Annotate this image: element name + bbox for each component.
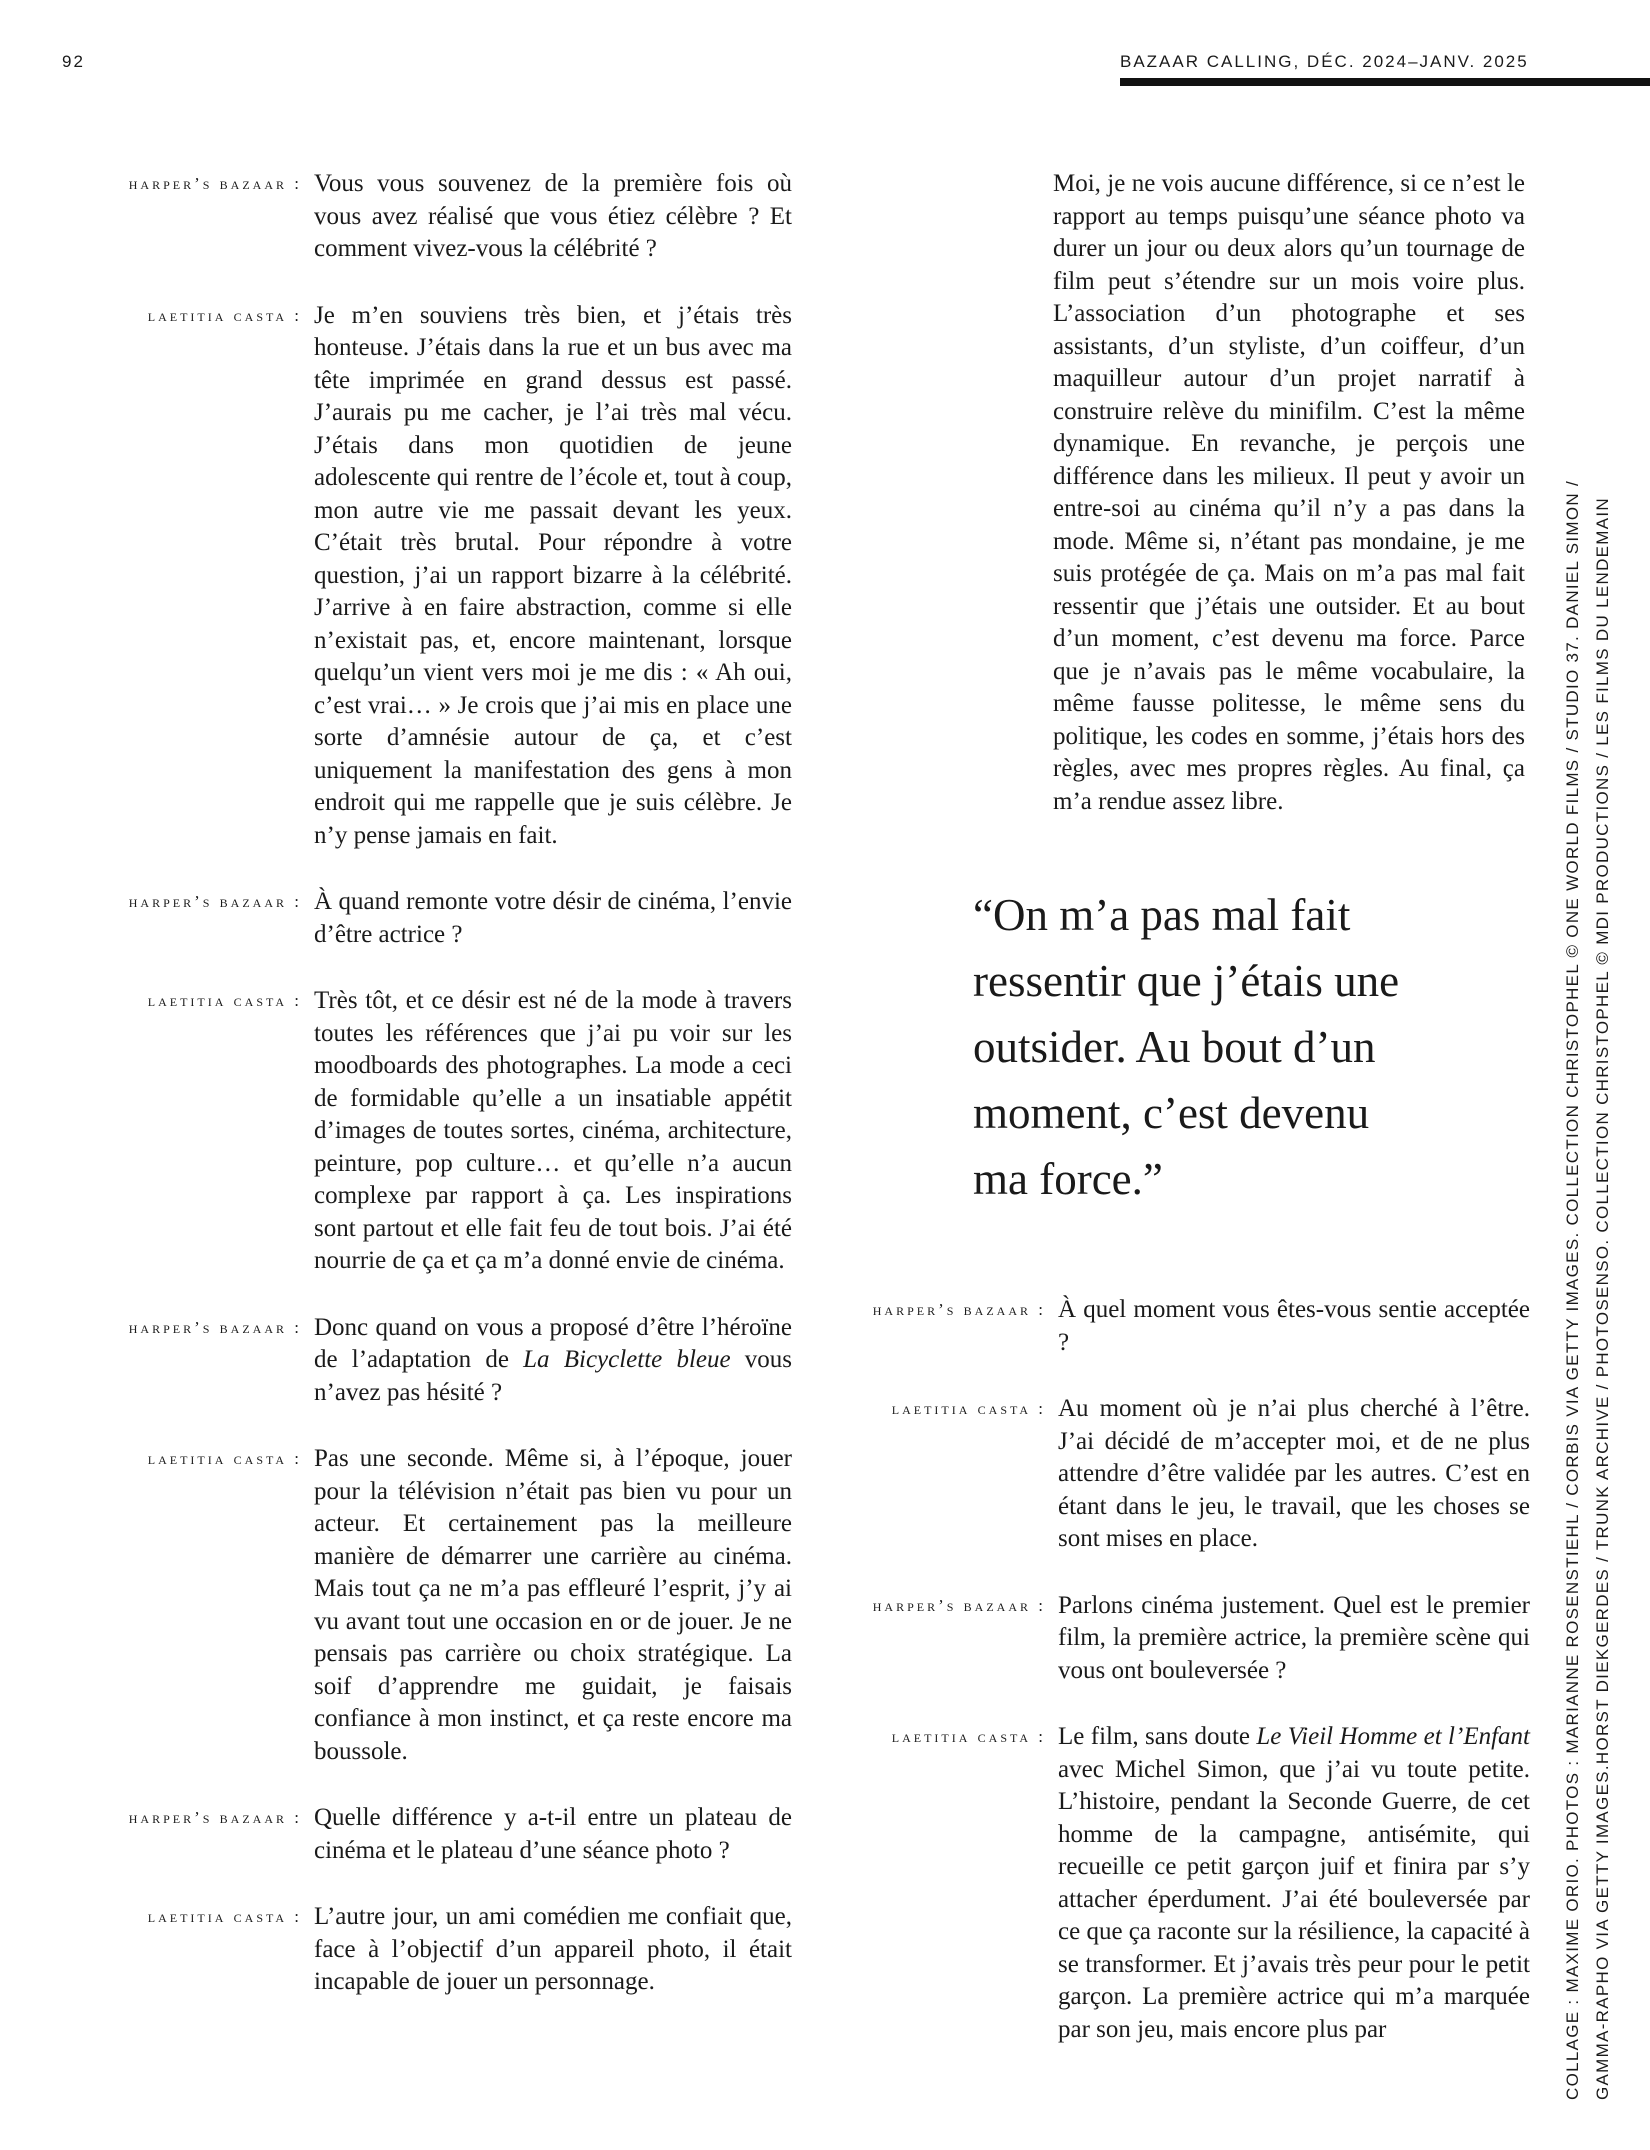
right-column xyxy=(790,168,1530,2080)
speaker-label: harper’s bazaar : xyxy=(128,1317,302,1337)
qa-block xyxy=(0,1312,792,1410)
qa-block xyxy=(0,886,792,951)
speaker-label: laetitia casta : xyxy=(891,1727,1046,1746)
speaker-label: laetitia casta : xyxy=(147,305,302,325)
qa-block xyxy=(790,1721,1530,2046)
speaker-label: laetitia casta : xyxy=(147,1449,302,1468)
qa-block xyxy=(790,1294,1530,1359)
qa-block xyxy=(0,985,792,1278)
qa-block xyxy=(790,1393,1530,1556)
text-run: Le film, sans doute xyxy=(1058,1723,1257,1750)
qa-block xyxy=(790,1590,1530,1688)
answer-text: Je m’en souviens très bien, et j’étais très honteuse. J’étais dans la rue et un bus avec ma tête imprimée en grand dessus est passé. J’aurais pu me cacher, je l’ai très mal vécu. J’étais dans mon quotidien de jeune adolescente qui rentre de l’école et, tout à coup, mon autre vie me passait devant les yeux. C’était très brutal. Pour répondre à votre question, j’ai un rapport bizarre à la célébrité. J’arrive à en faire abstraction, comme si elle n’existait pas, et, encore maintenant, lorsque quelqu’un vient vers moi je me dis : « Ah oui, c’est vrai… » Je crois que j’ai mis en place une sorte d’amnésie autour de ça, et c’est uniquement la manifestation des gens à mon endroit qui me rappelle que je suis célèbre. Je n’y pense jamais en fait. xyxy=(314,301,792,849)
header-rule xyxy=(1120,78,1650,86)
question-text: Quelle différence y a-t-il entre un plateau de cinéma et le plateau d’une séance photo ? xyxy=(314,1804,792,1864)
speaker-label: laetitia casta : xyxy=(891,1399,1046,1418)
title-italic: Le Vieil Homme et l’Enfant xyxy=(1256,1723,1530,1750)
photo-credits xyxy=(1558,420,1648,2100)
question-text: Vous vous souvenez de la première fois où vous avez réalisé que vous étiez célèbre ? Et comment vivez-vous la célébrité ? xyxy=(314,170,792,262)
speaker-label: harper’s bazaar : xyxy=(872,1595,1046,1615)
continued-answer-text: Moi, je ne vois aucune différence, si ce n’est le rapport au temps puisqu’une séance photo va durer un jour ou deux alors qu’un tournage de film peut s’étendre sur un mois voire plus. L’association d’un photographe et ses assistants, d’un styliste, d’un coiffeur, d’un maquilleur autour d’un projet narratif à construire relève du minifilm. C’est la même dynamique. En revanche, je perçois une différence dans les milieux. Il peut y avoir un entre-soi au cinéma qu’il n’y a pas dans la mode. Même si, n’étant pas mondaine, je me suis protégée de ça. Mais on m’a pas mal fait ressentir que j’étais une outsider. Et au bout d’un moment, c’est devenu ma force. Parce que je n’avais pas le même vocabulaire, la même fausse politesse, le même sens du politique, les codes en somme, j’étais hors des règles, avec mes propres règles. Au final, ça m’a rendue assez libre. xyxy=(1053,170,1525,815)
left-column xyxy=(0,168,792,2033)
text-run: Donc quand on vous a proposé d’être l’héroïne de l’adaptation de xyxy=(314,1313,792,1373)
question-text: À quel moment vous êtes-vous sentie acceptée ? xyxy=(1058,1296,1530,1356)
qa-block xyxy=(0,1443,792,1768)
answer-text: Pas une seconde. Même si, à l’époque, jouer pour la télévision n’était pas bien vu pour un acteur. Et certainement pas la meilleure manière de démarrer une carrière au cinéma. Mais tout ça ne m’a pas effleuré l’esprit, j’y ai vu avant tout une occasion en or de jouer. Je ne pensais pas carrière ou choix stratégique. La soif d’apprendre me guidait, je faisais confiance à mon instinct, et ça reste encore ma boussole. xyxy=(314,1445,792,1765)
question-text: À quand remonte votre désir de cinéma, l’envie d’être actrice ? xyxy=(314,888,792,948)
qa-block xyxy=(0,1802,792,1867)
pull-quote: “On m’a pas mal fait ressentir que j’étais une outsider. Au bout d’un moment, c’est devenu ma force.” xyxy=(973,890,1400,1204)
answer-text: Au moment où je n’ai plus cherché à l’être. J’ai décidé de m’accepter moi, et de ne plus attendre d’être validée par les autres. C’est en étant dans le jeu, le travail, que les choses se sont mises en place. xyxy=(1058,1395,1530,1552)
qa-block xyxy=(0,1901,792,1999)
answer-text: Très tôt, et ce désir est né de la mode à travers toutes les références que j’ai pu voir sur les moodboards des photographes. La mode a ceci de formidable qu’elle a un insatiable appétit d’images de toutes sortes, cinéma, architecture, peinture, pop culture… et qu’elle n’a aucun complexe par rapport à ça. Les inspirations sont partout et elle fait feu de tout bois. J’ai été nourrie de ça et ça m’a donné envie de cinéma. xyxy=(314,987,792,1274)
speaker-label: harper’s bazaar : xyxy=(128,174,302,193)
speaker-label: harper’s bazaar : xyxy=(128,892,302,911)
speaker-label: harper’s bazaar : xyxy=(128,1808,302,1827)
text-run: avec Michel Simon, que j’ai vu toute petite. L’histoire, pendant la Seconde Guerre, de cet homme de la campagne, antisémite, qui recueille ce petit garçon juif et finira par s’y attacher éperdument. J’ai été bouleversée par ce que ça raconte sur la résilience, la capacité à se transformer. Et j’avais très peur pour le petit garçon. La première actrice qui m’a marquée par son jeu, mais encore plus par xyxy=(1058,1755,1530,2043)
speaker-label: laetitia casta : xyxy=(147,1907,302,1926)
qa-block xyxy=(0,168,792,266)
photo-credits-line: GAMMA-RAPHO VIA GETTY IMAGES.HORST DIEKGERDES / TRUNK ARCHIVE / PHOTOSENSO. COLLECTION CHRISTOPHEL © MDI PRODUCTIONS / LES FILMS DU LENDEMAIN xyxy=(1593,497,1612,2100)
title-italic: La Bicyclette bleue xyxy=(523,1346,731,1373)
speaker-label: harper’s bazaar : xyxy=(872,1300,1046,1319)
text-run: vous n’avez pas hésité ? xyxy=(314,1346,793,1406)
section-header: BAZAAR CALLING, DÉC. 2024–JANV. 2025 xyxy=(1120,52,1529,71)
question-text: Parlons cinéma justement. Quel est le premier film, la première actrice, la première scène qui vous ont bouleversée ? xyxy=(1058,1591,1530,1684)
answer-text: L’autre jour, un ami comédien me confiait que, face à l’objectif d’un appareil photo, il était incapable de jouer un personnage. xyxy=(314,1903,792,1995)
answer-text xyxy=(1058,1721,1530,2046)
qa-block xyxy=(0,300,792,853)
page-number: 92 xyxy=(62,52,85,71)
question-text xyxy=(314,1312,792,1410)
speaker-label: laetitia casta : xyxy=(147,991,302,1010)
photo-credits-line: COLLAGE : MAXIME ORIO. PHOTOS : MARIANNE ROSENSTIEHL / CORBIS VIA GETTY IMAGES. COLLECTION CHRISTOPHEL © ONE WORLD FILMS / STUDIO 37. DANIEL SIMON / xyxy=(1563,480,1582,2100)
